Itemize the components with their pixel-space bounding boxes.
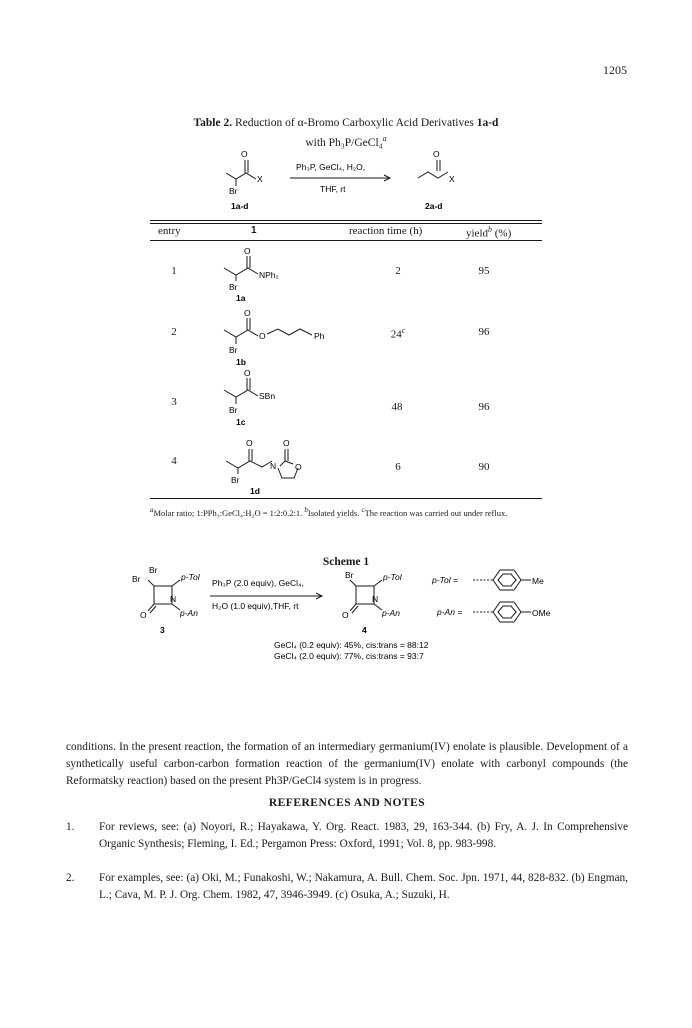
row1-entry: 1	[171, 265, 177, 277]
left-br-atom: Br	[229, 186, 238, 196]
struct-1c-label: 1c	[236, 417, 246, 427]
struct-1c-o: O	[244, 368, 251, 378]
reference-1-number: 1.	[66, 821, 75, 833]
col-header-time: reaction time (h)	[349, 225, 423, 237]
table-title-text: Reduction of α-Bromo Carboxylic Acid Derivatives	[234, 117, 474, 129]
def-ptol: p-Tol =	[432, 575, 458, 585]
scheme-title: Scheme 1	[322, 556, 370, 568]
struct-1d-group: N	[270, 461, 277, 471]
right-x-atom: X	[449, 174, 455, 184]
row4-time-value: 6	[395, 461, 401, 473]
struct-1a-group: NPh₂	[259, 270, 279, 280]
row2-time-value: 24	[390, 328, 402, 341]
row2-time-note: c	[401, 326, 406, 335]
left-x-atom: X	[257, 174, 263, 184]
table2-reagents-top: Ph₃P, GeCl₄, H₂O,	[296, 162, 366, 172]
row4-yield: 90	[478, 461, 490, 473]
pan-ring	[493, 602, 521, 622]
scheme-reagents-bottom: H₂O (1.0 equiv),THF, rt	[212, 601, 299, 611]
yield-unit: (%)	[494, 227, 512, 240]
yield-label: yield	[466, 227, 488, 240]
struct-1d-label: 1d	[250, 486, 260, 496]
footnote-b-mark: b	[304, 506, 308, 514]
s4-br: Br	[345, 570, 354, 580]
s3-o: O	[140, 610, 147, 620]
table-title-compounds: 1a-d	[476, 117, 499, 129]
table2-reagents-bottom: THF, rt	[320, 184, 346, 194]
struct-1d-o-2: O	[283, 438, 290, 448]
table-title-note: a	[382, 134, 387, 143]
page-number: 1205	[603, 63, 627, 77]
references-heading: REFERENCES AND NOTES	[268, 797, 426, 809]
s3-br-left: Br	[132, 574, 141, 584]
struct-1a-br: Br	[229, 282, 238, 292]
yield-note: b	[488, 225, 492, 234]
footnote-a-mark: a	[150, 506, 154, 514]
struct-1a-label: 1a	[236, 293, 246, 303]
struct-1b-label: 1b	[236, 357, 246, 367]
footnote-c: The reaction was carried out under reflux.	[364, 507, 508, 518]
row3-time-value: 48	[391, 401, 403, 413]
def-me: Me	[532, 576, 544, 586]
reference-1-text: For reviews, see: (a) Noyori, R.; Hayakawa, Y. Org. React. 1983, 29, 163-344. (b) Fry, A. J. In Comprehensive Organic Synthesis; Fleming, I. Ed.; Pergamon Press: Oxford, 1991; Vol. 8, pp. 983-998.	[99, 821, 628, 850]
s3-br-top: Br	[149, 565, 158, 575]
struct-1c-group: SBn	[259, 391, 276, 401]
left-o-atom: O	[241, 149, 248, 159]
row1-yield: 95	[478, 265, 490, 277]
footnote-c-mark: c	[361, 506, 365, 514]
footnote-a: Molar ratio; 1:PPh₃:GeCl₄:H₂O = 1:2:0.2:1.	[153, 507, 303, 518]
struct-1d-o-ring: O	[295, 462, 302, 472]
row2-yield: 96	[478, 326, 490, 338]
s3-n: N	[170, 594, 177, 604]
row2-entry: 2	[171, 326, 177, 338]
row3-yield: 96	[478, 401, 490, 413]
ptol-ring	[493, 570, 521, 590]
row1-time-value: 2	[395, 265, 401, 277]
table-title-label: Table 2.	[193, 117, 233, 129]
left-compound-label: 1a-d	[231, 201, 249, 211]
scheme-result-1: GeCl₄ (0.2 equiv): 45%, cis:trans = 88:12	[274, 640, 429, 650]
s4-label: 4	[362, 625, 367, 635]
s3-ptol: p-Tol	[181, 572, 200, 582]
reference-2-number: 2.	[66, 872, 75, 884]
col-header-substrate: 1	[251, 225, 257, 236]
row4-entry: 4	[171, 455, 177, 467]
scheme-reagents-top: Ph₃P (2.0 equiv), GeCl₄,	[212, 578, 304, 588]
s4-pan: p-An	[382, 608, 400, 618]
s4-n: N	[372, 594, 379, 604]
s3-label: 3	[160, 625, 165, 635]
right-o-atom: O	[433, 149, 440, 159]
def-ome: OMe	[532, 608, 551, 618]
def-pan: p-An =	[437, 607, 463, 617]
struct-1b-group: Ph	[314, 331, 325, 341]
scheme-result-2: GeCl₄ (2.0 equiv): 77%, cis:trans = 93:7	[274, 651, 424, 661]
struct-1b-br: Br	[229, 345, 238, 355]
reference-2-text: For examples, see: (a) Oki, M.; Funakoshi, W.; Nakamura, A. Bull. Chem. Soc. Jpn. 1971, 44, 828-832. (b) Engman, L.; Cava, M. P. J. Org. Chem. 1982, 47, 3946-3949. (c) Osuka, A.; Suzuki, H.	[99, 872, 628, 901]
struct-1b-o-ester: O	[259, 331, 266, 341]
struct-1d-br: Br	[231, 475, 240, 485]
struct-1b-o-carbonyl: O	[244, 308, 251, 318]
body-paragraph: conditions. In the present reaction, the formation of an intermediary germanium(IV) enolate is plausible. Development of a synthetically useful carbon-carbon formation reaction of the germanium(IV) enolate with carbonyl compounds (the Reformatsky reaction) based on the present Ph3P/GeCl4 system is in progress.	[66, 741, 628, 787]
s4-ptol: p-Tol	[383, 572, 402, 582]
row3-entry: 3	[171, 396, 177, 408]
right-compound-label: 2a-d	[425, 201, 443, 211]
table-title-line2: with Ph₃P/GeCl₄	[305, 136, 383, 149]
footnote-b: Isolated yields.	[307, 507, 360, 518]
struct-1c-br: Br	[229, 405, 238, 415]
s3-pan: p-An	[180, 608, 198, 618]
col-header-entry: entry	[158, 225, 181, 237]
struct-1d-o-1: O	[246, 438, 253, 448]
s4-o: O	[342, 610, 349, 620]
struct-1a-o: O	[244, 246, 251, 256]
